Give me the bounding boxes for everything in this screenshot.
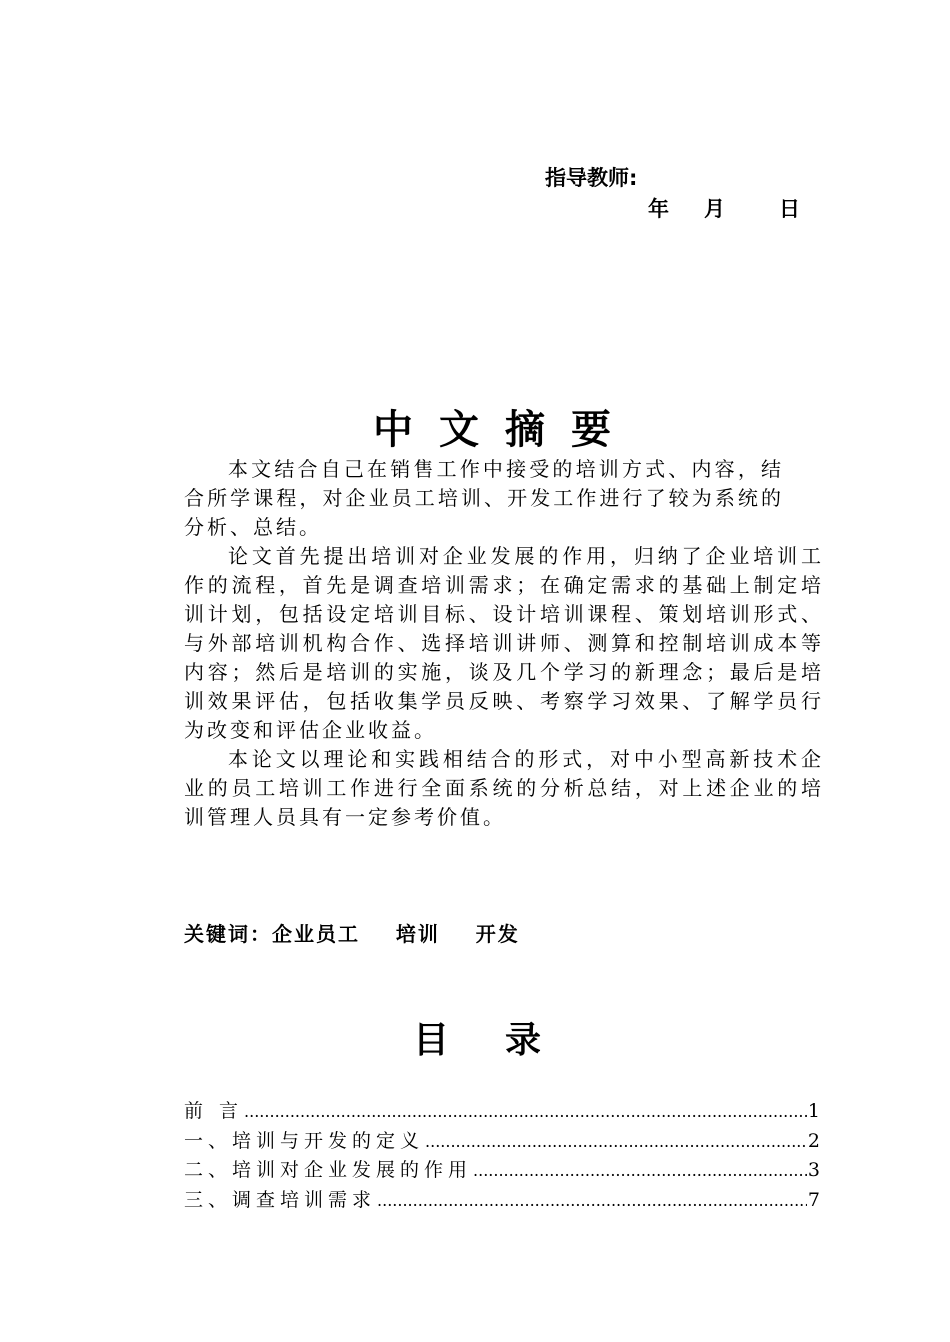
abstract-paragraph-2: 论文首先提出培训对企业发展的作用，归纳了企业培训工作的流程，首先是调查培训需求；在确定需求的基础上制定培训计划，包括设定培训目标、设计培训课程、策划培训形式、与外部培训机构合作、选择培训讲师、测算和控制培训成本等内容；然后是培训的实施，谈及几个学习的新理念；最后是培训效果评估，包括收集学员反映、考察学习效果、了解学员行为改变和评估企业收益。 [184, 544, 824, 742]
toc-entry[interactable] [184, 1155, 820, 1185]
toc-entry[interactable] [184, 1185, 820, 1215]
abstract-title: 中文摘要 [373, 407, 637, 453]
day-label: 日 [779, 197, 800, 221]
toc-entry-label: 二、培训对企业发展的作用 [184, 1159, 473, 1181]
toc-leader-dots [425, 1132, 807, 1151]
abstract-paragraph-3: 本论文以理论和实践相结合的形式，对中小型高新技术企业的员工培训工作进行全面系统的分析总结，对上述企业的培训管理人员具有一定参考价值。 [184, 747, 824, 829]
toc-entry-page: 7 [807, 1188, 820, 1211]
toc-entry-page: 3 [807, 1159, 820, 1181]
toc-entry-label: 前 言 [184, 1100, 244, 1122]
advisor-label: 指导教师: [545, 166, 638, 190]
toc-entry[interactable] [184, 1096, 820, 1126]
toc-entry-page: 2 [807, 1129, 820, 1152]
abstract-body [184, 455, 824, 832]
toc-entry[interactable] [184, 1126, 820, 1156]
toc-leader-dots [473, 1161, 807, 1180]
year-label: 年 [648, 197, 669, 221]
table-of-contents [184, 1096, 820, 1214]
toc-leader-dots [244, 1102, 807, 1121]
month-label: 月 [704, 197, 725, 221]
toc-entry-page: 1 [807, 1100, 820, 1122]
toc-entry-label: 一、培训与开发的定义 [184, 1129, 425, 1152]
toc-entry-label: 三、调查培训需求 [184, 1188, 377, 1211]
toc-leader-dots [377, 1191, 807, 1210]
keywords: 关键词：企业员工 培训 开发 [184, 922, 520, 946]
abstract-paragraph-1: 本文结合自己在销售工作中接受的培训方式、内容，结合所学课程，对企业员工培训、开发工作进行了较为系统的分析、总结。 [184, 457, 784, 539]
toc-title: 目录 [412, 1020, 597, 1061]
